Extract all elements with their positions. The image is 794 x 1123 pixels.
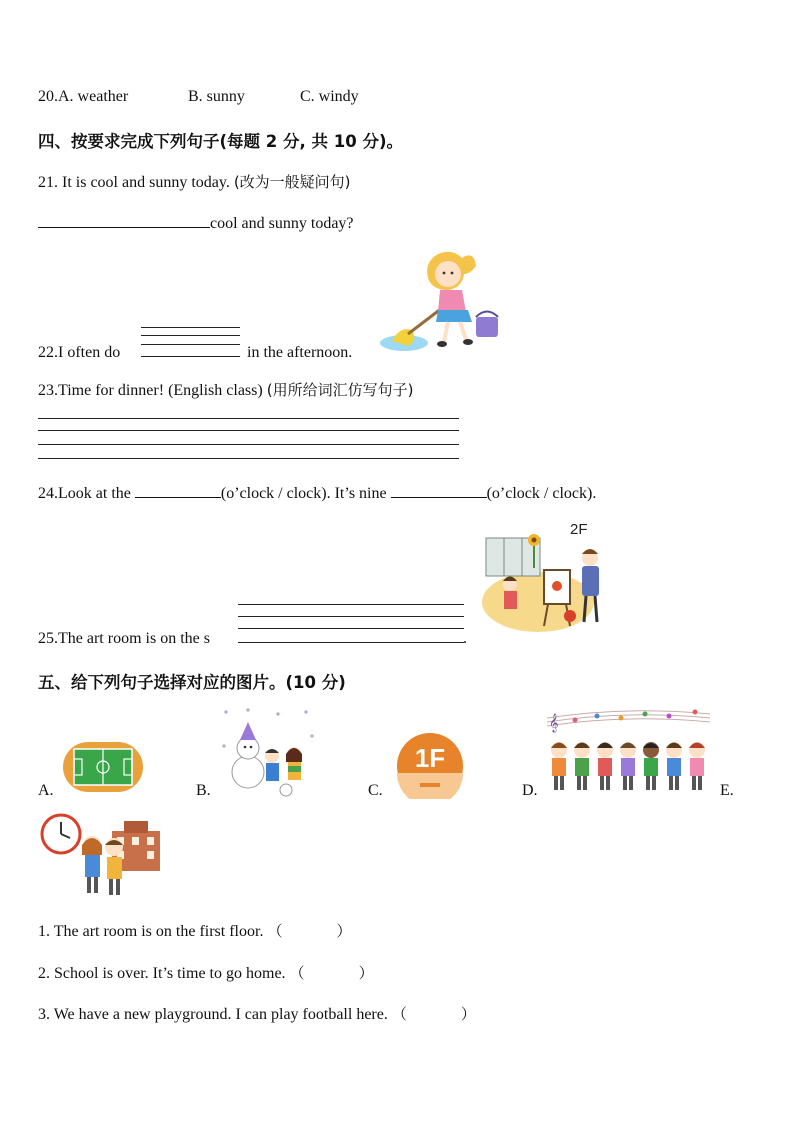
option-d-music-picture bbox=[545, 704, 713, 798]
q21-instruction: (改为一般疑问句) bbox=[233, 173, 351, 191]
option-a-label: A. bbox=[38, 782, 54, 799]
child-5 bbox=[643, 742, 659, 790]
match-sentence-1 bbox=[38, 920, 351, 941]
child-3 bbox=[597, 742, 613, 790]
match-sentence-2 bbox=[38, 962, 374, 983]
q22-answer-line-2[interactable] bbox=[141, 335, 240, 336]
art-room-picture bbox=[478, 518, 610, 640]
option-e-school-over-picture bbox=[40, 813, 164, 899]
child-4 bbox=[620, 742, 636, 790]
child-7 bbox=[689, 742, 705, 790]
q25-answer-line-3[interactable] bbox=[238, 628, 464, 629]
apple-icon bbox=[564, 610, 576, 622]
q20-number: 20. bbox=[38, 88, 58, 105]
match-sentence-2-text: 2. School is over. It’s time to go home. bbox=[38, 965, 286, 982]
q20-option-a: A. weather bbox=[58, 88, 129, 105]
q23-answer-line-3[interactable] bbox=[38, 444, 459, 445]
q20-row bbox=[38, 88, 128, 106]
wizard-hat bbox=[240, 722, 256, 740]
music-note-icon bbox=[573, 718, 578, 723]
child-2 bbox=[574, 742, 590, 790]
q21-answer-line bbox=[38, 213, 354, 233]
child-1 bbox=[551, 742, 567, 790]
option-e-label: E. bbox=[720, 782, 734, 799]
option-c-label: C. bbox=[368, 782, 383, 799]
floor-sign-text: 1F bbox=[414, 743, 446, 773]
q23-answer-line-1[interactable] bbox=[38, 418, 459, 419]
option-a-playground-picture bbox=[62, 740, 144, 794]
q23-text: 23.Time for dinner! (English class) bbox=[38, 382, 267, 399]
option-d-label: D. bbox=[522, 782, 538, 799]
q21-answer-tail: cool and sunny today? bbox=[210, 215, 354, 232]
q25-answer-line-4[interactable] bbox=[238, 642, 464, 643]
match-sentence-3-answer[interactable]: （ ） bbox=[391, 1005, 476, 1023]
q23-answer-line-4[interactable] bbox=[38, 458, 459, 459]
q23-answer-line-2[interactable] bbox=[38, 430, 459, 431]
q25-period: . bbox=[463, 630, 467, 647]
q24-part-1: 24.Look at the bbox=[38, 485, 131, 502]
q25-answer-line-1[interactable] bbox=[238, 604, 464, 605]
q22-answer-line-1[interactable] bbox=[141, 327, 240, 328]
q23-instruction: (用所给词汇仿写句子) bbox=[266, 381, 414, 399]
girl-shirt bbox=[438, 290, 466, 312]
q21-answer-blank[interactable] bbox=[38, 213, 210, 228]
treble-clef-icon: 𝄞 bbox=[549, 713, 559, 732]
q24-part-2: (o’clock / clock). It’s nine bbox=[220, 485, 387, 502]
match-sentence-2-answer[interactable]: （ ） bbox=[289, 964, 374, 982]
q23-prompt bbox=[38, 379, 413, 400]
snowman-head bbox=[237, 737, 259, 759]
bucket bbox=[476, 317, 498, 337]
q21-text: 21. It is cool and sunny today. bbox=[38, 174, 234, 191]
match-sentence-3-text: 3. We have a new playground. I can play football here. bbox=[38, 1006, 388, 1023]
floor-2f-label: 2F bbox=[570, 521, 588, 538]
section-5-title: 五、给下列句子选择对应的图片。(10 分) bbox=[38, 673, 346, 692]
q20-option-b: B. sunny bbox=[188, 88, 245, 105]
section-4-title: 四、按要求完成下列句子(每题 2 分, 共 10 分)。 bbox=[38, 132, 404, 151]
teacher-body bbox=[582, 566, 599, 596]
snowman-body bbox=[232, 756, 264, 788]
q24-blank-2[interactable] bbox=[391, 483, 487, 498]
q20-option-c: C. windy bbox=[300, 88, 359, 105]
match-sentence-3 bbox=[38, 1003, 476, 1024]
q21-prompt bbox=[38, 171, 351, 192]
q22-answer-line-4[interactable] bbox=[141, 356, 240, 357]
q22-before: 22.I often do bbox=[38, 344, 121, 361]
q22-after: in the afternoon. bbox=[247, 344, 353, 361]
match-sentence-1-answer[interactable]: （ ） bbox=[267, 922, 352, 940]
q22-answer-line-3[interactable] bbox=[141, 344, 240, 345]
girl-face bbox=[435, 261, 461, 287]
q24-part-3: (o’clock / clock). bbox=[486, 485, 597, 502]
q25-text: 25.The art room is on the s bbox=[38, 630, 210, 647]
option-c-first-floor-picture bbox=[394, 733, 466, 799]
girl-skirt bbox=[436, 310, 472, 322]
child-6 bbox=[666, 742, 682, 790]
girl-mopping-picture bbox=[378, 244, 502, 358]
match-sentence-1-text: 1. The art room is on the first floor. bbox=[38, 923, 264, 940]
q24-blank-1[interactable] bbox=[135, 483, 221, 498]
option-b-snowman-picture bbox=[218, 706, 318, 798]
option-b-label: B. bbox=[196, 782, 211, 799]
q24-sentence bbox=[38, 483, 596, 503]
q25-answer-line-2[interactable] bbox=[238, 616, 464, 617]
